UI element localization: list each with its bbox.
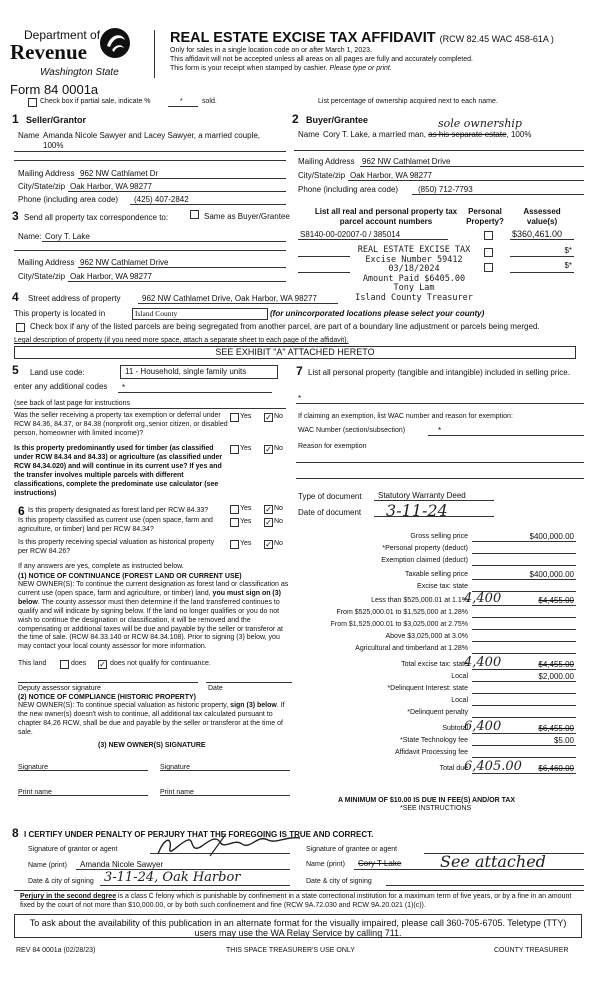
segregate-checkbox[interactable] [16,323,25,332]
form-title [170,30,554,46]
forest-q3-no-checkbox[interactable]: ✓ [265,540,272,549]
forest-q1-no-checkbox[interactable]: ✓ [265,505,272,514]
personal-col-header: Personal Property? [466,207,504,226]
forest-q1-yes-checkbox[interactable] [230,505,239,514]
notice-compliance-text [18,702,294,738]
land-use-num: 5 [12,363,19,377]
calc-row [296,734,580,746]
calc-row [296,670,580,682]
buyer-pct: , 100% [506,130,532,139]
assessed-value-2[interactable]: $* [564,246,572,255]
calc-row-label: From $525,000.01 to $1,525,000 at 1.28% [336,609,468,616]
does-checkbox[interactable] [60,660,69,669]
subtitle-3 [170,64,392,73]
notice-compliance-title: (2) NOTICE OF COMPLIANCE (HISTORIC PROPERTY) [18,694,196,701]
personal-property-checkbox-2[interactable] [484,248,493,257]
certify-num: 8 [12,826,19,840]
calc-row-struck-value: $6,455.00 [538,724,574,733]
sig-grantor-label: Signature of grantor or agent [28,846,118,853]
personal-star[interactable]: * [298,394,302,403]
buyer-phone[interactable]: (850) 712-7793 [418,185,473,194]
calc-row-label: *State Technology fee [400,737,468,744]
buyer-city-label: City/State/zip [298,171,346,180]
buyer-handwritten: sole ownership [438,117,522,130]
buyer-city[interactable]: Oak Harbor, WA 98277 [350,171,432,180]
calc-row [296,654,580,670]
partial-sold-label: sold. [202,98,217,105]
calc-row [296,554,580,566]
seller-num: 1 [12,112,19,126]
perjury-text: is a class C felony which is punishable by confinement in a state correctional institution for a maximum term of five years, or by a fine in an amount fixed by the court of not more than $10,000.00, or by both such confinement and fine (RCW 9A.72.030 and RCW 9A.20.021 (1)(c)). [20,893,572,909]
grantor-date-city[interactable]: 3-11-24, Oak Harbor [104,870,241,885]
reason-label: Reason for exemption [298,443,367,450]
land-use-code: 11 - Household, single family units [125,367,247,376]
subtitle-2: This affidavit will not be accepted unless all areas on all pages are fully and accurately completed. [170,56,473,63]
legal-value: SEE EXHIBIT "A" ATTACHED HERETO [215,347,375,357]
tax-corr-label: Send all property tax correspondence to: [24,213,169,222]
seller-city-label: City/State/zip [18,182,66,191]
calc-row-handwritten: 4,400 [464,591,502,606]
buyer-struck-text: as his separate estate [428,130,507,139]
owner-print-label-2: Print name [160,789,194,796]
partial-sale-checkbox[interactable] [28,98,37,107]
land-use-label: Land use code: [30,368,85,377]
see-back-note: (see back of last page for instructions [14,400,130,407]
n1-bold: you must sign on (3) below [18,589,281,606]
forest-q3-yes-label: Yes [240,540,252,547]
timber-q-text: Is this property predominantly used for timber (as classified under RCW 84.34 and 84.33) or agriculture (as classified under RCW 84.34.020) and will continue in its current use? If [14,445,223,470]
seller-phone[interactable]: (425) 407-2842 [134,195,189,204]
exemption-yes-label: Yes [240,413,252,420]
grantor-date-label: Date & city of signing [28,878,94,885]
sub3-text: This form is your receipt when stamped by cashier. [170,65,328,72]
segregate-label: Check box if any of the listed parcels are being segregated from another parcel, are part of a boundary line adjustment or parcels being merged. [30,322,540,331]
calc-row [296,630,580,642]
partial-sale-pct[interactable]: * [180,98,183,105]
calc-row-label: *Delinquent Interest: state [387,685,468,692]
buyer-name: Cory T. Lake, a married man, [323,130,427,139]
tax-corr-name-label: Name: [18,232,42,241]
forest-q2: Is this property classified as current use (open space, farm and agriculture, or timber) land per RCW 84.34? [18,517,213,533]
calc-row-value[interactable]: $400,000.00 [529,570,574,579]
notice-continuance-title: (1) NOTICE OF CONTINUANCE (FOREST LAND OR CURRENT USE) [18,573,242,580]
does-not-checkbox[interactable]: ✓ [99,660,106,669]
timber-no-checkbox[interactable]: ✓ [265,445,272,454]
parcel-number[interactable]: S8140-00-02007-0 / 385014 [300,230,401,239]
exempt-label: If claiming an exemption, list WAC number and reason for exemption: [298,413,513,420]
calc-row [296,694,580,706]
forest-q2-yes-label: Yes [240,518,252,525]
dept-line2: Revenue [10,40,87,64]
seller-name[interactable]: Amanda Nicole Sawyer and Lacey Sawyer, a married couple, [43,131,260,140]
calc-row-label: Local [451,673,468,680]
n1-text-a: NEW OWNER(S): To continue the current designation as forest land or classification as current use (open space, farm and agriculture, or timber) land, [18,581,289,597]
timber-question [14,444,228,498]
calc-row-label: Excise tax: state [417,583,468,590]
calc-row-label: Gross selling price [410,533,468,540]
located-label: This property is located in [14,309,106,318]
calc-row [296,618,580,630]
calc-row-label: *Delinquent penalty [407,709,468,716]
stamp-line-5: Tony Lam [393,283,435,293]
stamp-line-6: Island County Treasurer [355,292,473,303]
doc-date-label: Date of document [298,508,362,517]
calc-row [296,606,580,618]
doc-type-label: Type of document [298,492,362,501]
tax-corr-city-label: City/State/zip [18,272,66,281]
perjury-bold: Perjury in the second degree [20,893,117,900]
timber-yes-checkbox[interactable] [230,445,239,454]
seller-name-label: Name [18,131,40,140]
county-value: Island County [135,309,178,318]
forest-q2-no-label: No [274,518,283,525]
calc-row [296,592,580,606]
swoosh-logo-icon [98,26,132,60]
grantor-name-label: Name (print) [28,862,67,869]
legal-description-field[interactable] [14,346,576,359]
stamp-line-3: 03/18/2024 [388,264,440,274]
n2-text-a: NEW OWNER(S): To continue special valuation as historic property, [18,702,229,709]
new-owner-sig-title: (3) NEW OWNER(S) SIGNATURE [98,742,206,749]
grantor-name[interactable]: Amanda Nicole Sawyer [80,860,164,869]
notice-continuance-text [18,581,294,652]
see-attached-note: See attached [440,852,546,871]
stamp-line-4: Amount Paid $6405.00 [362,273,466,284]
tax-corr-city[interactable]: Oak Harbor, WA 98277 [70,272,152,281]
treasurer-stamp [352,246,476,303]
calc-row-handwritten: 4,400 [464,655,502,670]
seller-heading: Seller/Grantor [26,115,87,125]
calc-row [296,580,580,592]
forest-q3: Is this property receiving special valuation as historical property per RCW 84.26? [18,539,215,555]
forest-q3-no-label: No [274,540,283,547]
assessed-value-3[interactable]: $* [564,261,572,270]
calc-row-label: Affidavit Processing fee [394,749,468,756]
seller-city[interactable]: Oak Harbor, WA 98277 [70,182,152,191]
certify-title: I CERTIFY UNDER PENALTY OF PERJURY THAT THE FOREGOING IS TRUE AND CORRECT. [24,830,374,839]
calc-row-handwritten: 6,400 [464,719,502,734]
grantee-name[interactable]: Cory T Lake [358,859,402,868]
calc-row-value[interactable]: $400,000.00 [529,532,574,541]
assessed-col-header: Assessed value(s) [523,207,561,226]
street-num: 4 [12,290,19,304]
calc-row-struck-value: $6,460.00 [538,764,574,773]
exemption-no-checkbox[interactable]: ✓ [265,413,272,422]
calc-row-label: Less than $525,000.01 at 1.1% [371,597,468,604]
forest-num: 6 [18,504,25,518]
dept-line1: Department of [24,28,101,42]
calc-row-value[interactable]: $5.00 [553,736,574,745]
calc-row-label: Subtotal [442,725,468,732]
sub3-italic: Please type or print. [329,65,392,72]
buyer-phone-label: Phone (including area code) [298,185,399,194]
seller-phone-label: Phone (including area code) [18,195,119,204]
calc-row-label: Local [451,697,468,704]
timber-q-bold: yes and the transfer involves multiple parcels with different classifications, complete the predominate use calculator (see instructions) [14,463,222,497]
calc-row [296,758,580,774]
tax-corr-mailing-label: Mailing Address [18,258,75,267]
alt-format-notice [14,914,582,938]
stamp-line-2: Excise Number 59412 [365,254,463,265]
calc-row-label: From $1,525,000.01 to $3,025,000 at 2.75% [330,621,468,628]
grantor-signature-icon [150,832,310,862]
tax-corr-mailing[interactable]: 962 NW Cathlamet Drive [80,258,169,267]
tax-corr-num: 3 [12,209,19,223]
title-text: REAL ESTATE EXCISE TAX AFFIDAVIT [170,30,436,46]
stamp-line-1: REAL ESTATE EXCISE TAX [357,245,471,255]
see-instructions: *SEE INSTRUCTIONS [400,805,472,812]
forest-q1-no-label: No [274,505,283,512]
calc-row [296,746,580,758]
sig-grantee-label: Signature of grantee or agent [306,846,398,853]
forest-q1: Is this property designated as forest land per RCW 84.33? [28,507,209,514]
does-label: does [71,660,87,667]
personal-property-checkbox-1[interactable] [484,231,493,240]
does-not-label: does not qualify for continuance. [110,660,211,667]
calc-row [296,566,580,580]
partial-sale-label: Check box if partial sale, indicate % [40,98,151,105]
calc-row-label: Above $3,025,000 at 3.0% [385,633,468,640]
exemption-yes-checkbox[interactable] [230,413,239,422]
same-as-buyer-checkbox[interactable] [190,210,199,219]
timber-no-label: No [274,445,283,452]
seller-mailing[interactable]: 962 NW Cathlamet Dr [80,169,159,178]
calc-row [296,642,580,654]
subtitle-1: Only for sales in a single location code on or after March 1, 2023. [170,47,372,54]
buyer-num: 2 [292,112,299,126]
calc-row-label: Agricultural and timberland at 1.28% [355,645,468,652]
calc-row-label: Total excise tax: state [401,661,468,668]
buyer-mailing-label: Mailing Address [298,157,355,166]
forest-q2-yes-checkbox[interactable] [230,518,239,527]
land-use-select[interactable] [120,365,278,379]
wac-value[interactable]: * [438,426,442,435]
n2-text-b: . If the new owner(s) doesn't wish to continue, all additional tax calculated pursuant to chapter 84.26 RCW, shall be due and payable by the seller or transferor at the time of sale. [18,702,285,736]
personal-text: List all personal property (tangible and intangible) included in selling price. [308,368,570,377]
timber-yes-label: Yes [240,445,252,452]
forest-q1-yes-label: Yes [240,505,252,512]
seller-mailing-label: Mailing Address [18,169,75,178]
doc-date-value[interactable]: 3-11-24 [386,501,448,520]
same-as-buyer-label: Same as Buyer/Grantee [204,212,290,221]
additional-codes[interactable]: * [122,383,126,392]
calc-row [296,706,580,718]
owner-print-label-1: Print name [18,789,52,796]
exemption-question: Was the seller receiving a property tax exemption or deferral under RCW 84.36, 84.37, or 84.38 (nonprofit org.,senior citizen, or disabled person, homeowner with limited income)? [14,412,228,437]
calc-row-handwritten: 6,405.00 [464,759,522,774]
parcel-col-header: List all real and personal property tax parcel account numbers [314,207,458,226]
street-value[interactable]: 962 NW Cathlamet Drive, Oak Harbor, WA 98277 [142,294,317,303]
forest-q2-no-checkbox[interactable]: ✓ [265,518,272,527]
grantee-name-label: Name (print) [306,861,345,868]
tax-corr-name[interactable]: Cory T. Lake [45,232,90,241]
owner-sig-label-1: Signature [18,764,48,771]
buyer-heading: Buyer/Grantee [306,115,369,125]
alt-format-text: To ask about the availability of this publication in an alternate format for the visually impaired, please call 360-705-6705. Teletype (TTY) users may use the WA Relay Service by calling 711. [29,918,567,938]
calc-row-label: Taxable selling price [404,571,468,578]
buyer-mailing[interactable]: 962 NW Cathlamet Drive [362,157,451,166]
assessed-value-1[interactable]: $360,461.00 [512,229,563,239]
calc-row [296,682,580,694]
ownership-note: List percentage of ownership acquired next to each name. [318,98,498,105]
legal-label: Legal description of property (if you need more space, attach a separate sheet to each page of the affidavit). [14,337,349,344]
buyer-name-line[interactable] [323,130,531,140]
n2-bold: sign (3) below [230,702,277,709]
form-number: Form 84 0001a [10,82,99,97]
grantee-date-label: Date & city of signing [306,878,372,885]
additional-codes-label: enter any additional codes [14,382,108,391]
county-note: (for unincorporated locations please select your county) [270,309,485,318]
calc-row [296,542,580,554]
seller-pct[interactable]: 100% [43,141,64,150]
perjury-notice [20,893,580,910]
forest-q3-yes-checkbox[interactable] [230,540,239,549]
dept-line3: Washington State [40,67,119,78]
treasurer-use-only: THIS SPACE TREASURER'S USE ONLY [226,947,355,954]
calc-row-struck-value: $4,455.00 [538,596,574,605]
title-ref: (RCW 82.45 WAC 458-61A ) [439,34,554,44]
dor-logo [10,28,130,88]
calc-row-struck-value: $4,455.00 [538,660,574,669]
doc-type-value[interactable]: Statutory Warranty Deed [378,491,466,500]
n1-text-b: . The county assessor must then determine if the land transferred continues to qualify and will indicate by signing below. If the land no longer qualifies or you do not wish to continue the designation or classification, it will be removed and the compensating or additional taxes will be due and payable by the seller or transferor at the time of sale. (RCW 84.33.140 or RCW 84.34.108). Prior to signing (3) below, you may contact your local county assessor for more information. [18,598,283,651]
calc-row [296,528,580,542]
deputy-sig-label: Deputy assessor signature [18,685,101,692]
calc-row-label: Exemption claimed (deduct) [381,557,468,564]
this-land-label: This land [18,660,47,667]
calc-row-value[interactable]: $2,000.00 [538,672,574,681]
owner-sig-label-2: Signature [160,764,190,771]
rev-number: REV 84 0001a (02/28/23) [16,947,96,954]
personal-property-checkbox-3[interactable] [484,263,493,272]
street-label: Street address of property [28,294,121,303]
calc-row-label: *Personal property (deduct) [382,545,468,552]
calc-row-label: Total due [439,765,468,772]
exemption-no-label: No [274,413,283,420]
answer-note: If any answers are yes, complete as instructed below. [18,563,184,570]
calc-row [296,718,580,734]
wac-label: WAC Number (section/subsection) [298,427,406,434]
deputy-date-label: Date [208,685,223,692]
buyer-name-label: Name [298,130,320,139]
county-treasurer-label: COUNTY TREASURER [494,947,569,954]
min-note: A MINIMUM OF $10.00 IS DUE IN FEE(S) AND/OR TAX [338,797,516,804]
county-select[interactable] [132,308,268,320]
personal-num: 7 [296,364,303,378]
